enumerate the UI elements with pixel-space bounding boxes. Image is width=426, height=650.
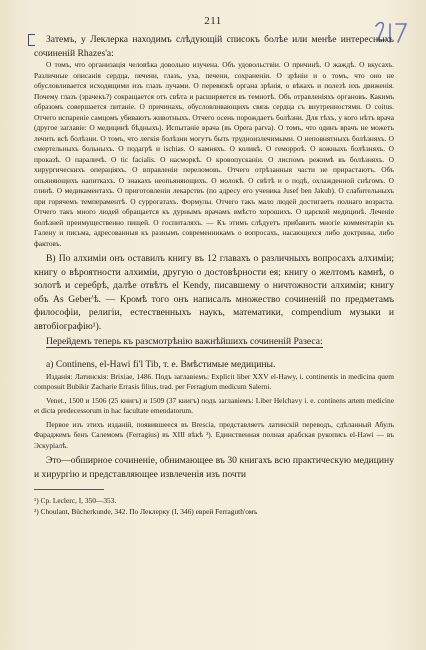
works-list-paragraph: О томъ, что организація человѣка довольно изучена. Объ удовольствіи. О причинѣ. О жаждѣ. О вкусахъ. Различные описанія сердца, печени, глазъ, уха, печени, сохраненіи. О зрѣніи и о томъ, что оно не обусловливается исходящими изъ глазъ лучами. О перевязкѣ органа зрѣнія, о вѣкахъ и полезѣ ихъ движенія. Почему глазъ (зрачекъ?) сокращается отъ свѣта и расширяется въ темнотѣ. Объ отравленіяхъ органовъ. Какимъ образомъ совершается питаніе. О причинахъ, обусловливающихъ связь сердца съ внутренностями. О coitus. Отчего испареніе самцомъ убиваютъ животныхъ. Отчего осень порождаетъ болѣзни. Для тѣхъ, у кого нѣтъ врача (другое заглавіе: О медицинѣ бѣдныхъ). Испытаніе врача (въ Opera parva). О томъ, что одинъ врачъ не можетъ лечить всѣ болѣзни. О томъ, что легкія болѣзни могутъ быть трудноизлечимыми. О неповнятныхъ болѣзняхъ. О смертельныхъ больныхъ. О подагрѣ и ischias. О камняхъ. О коликѣ. О геморроѣ. О кожныхъ болѣзняхъ. О проказѣ. О параличѣ. О tic facialis. О насморкѣ. О кровопусканіи. О лиспомъ режимѣ въ болѣзняхъ. О хирургическихъ операціяхъ. О вправленіи переломовъ. Отчего отрѣзанныя части не прирастаютъ. Объ опьяняющихъ напиткахъ. О знакахъ неопьяняющихъ. О молокѣ. О свѣтѣ и о подѣ, охлажденной снѣгомъ. О глинѣ. О медикаментахъ. О приготовленіи лекарствъ (по адресу его ученика Jusef ben Jakub). О слабительныхъ при горячемъ темпераментѣ. О суррогатахъ. Формулы. Отчего такъ мало людей достигаетъ полнаго возраста. Отчего такъ много людей обращается къ дурнымъ врачамъ вмѣсто хорошихъ. О царской медицинѣ. Леченіе болѣзней преимущественно пищей. О госпиталяхъ. — Къ этимъ слѣдуетъ прибавить многіе комментаріи къ Галену и письма, адресованныя къ разнымъ современникамъ о вопросахъ, насающихся либо доктрины, либо фактовъ. [34,60,394,248]
editions-paragraph-1: Изданія: Латинскія: Brixiae, 1486. Подъ заглавіемъ: Explicit liber XXV el-Hawy, i. continentis in medicina quem composuit Bubikir Zacharie Errasis filius, trad. per Ferragium medicum Salerni. [34,371,394,392]
section-heading [34,335,394,349]
footnote-divider [34,489,104,490]
work-title: a) Continens, el-Hawi fi'l Tib, т. е. Вмѣстимые медицины. [46,359,276,371]
alchemy-paragraph: В) По алхиміи онъ оставилъ книгу въ 12 главахъ о различныхъ вопросахъ алхиміи; книгу о вѣроятности алхиміи, другую о достовѣрности ея; книгу о желтомъ камнѣ, о золотѣ и серебрѣ, далѣе отвѣтъ el Kendy, писавшему о ничтожности алхиміи; книгу объ As Geber'ѣ. — Кромѣ того онъ написалъ множество сочиненій по предметамъ философіи, религіи, естественныхъ наукъ, математики, compendium музыки и автобіографію¹). [34,253,394,332]
footnote-2: ²) Choulant, Bücherkunde, 342. По Леклерку (I, 346) еврей Ferraguth'омъ [34,507,258,517]
page-body [34,33,394,517]
page-number: 211 [204,15,222,27]
section-heading-text: Перейдемъ теперь къ разсмотрѣнію важнѣйшихъ сочиненій Разеса: [46,336,323,347]
footnote-1: ¹) Ср. Leclerc, I, 350—353. [34,496,117,506]
intro-paragraph: Затемъ, у Леклерка находимъ слѣдующій списокъ болѣе или менѣе интересныхъ сочиненій Rhazes'a: [34,34,394,59]
blue-bracket-mark [28,34,35,46]
editions-paragraph-2: Venet., 1500 и 1506 (25 книгъ) и 1509 (37 книгъ) подъ заглавіемъ: Liber Helchavy i. e. continens artem medicine et dicta predecessorum in hac facultate emendatorum. [34,395,394,416]
summary-paragraph: Это—обширное сочиненіе, обнимающее въ 30 книгахъ всю практическую медицину и хирургію и представляющее извлеченія изъ почти [34,455,394,480]
editions-paragraph-3: Первое изъ этихъ изданій, появившееся въ Brescia, представляетъ латинскій переводъ, сдѣланный Абулъ Фараджемъ бенъ Салемомъ (Ferragius) въ XIII вѣкѣ ²). Единственная полная арабская рукопись el-Hawi — въ Эскуріалѣ. [34,419,394,450]
